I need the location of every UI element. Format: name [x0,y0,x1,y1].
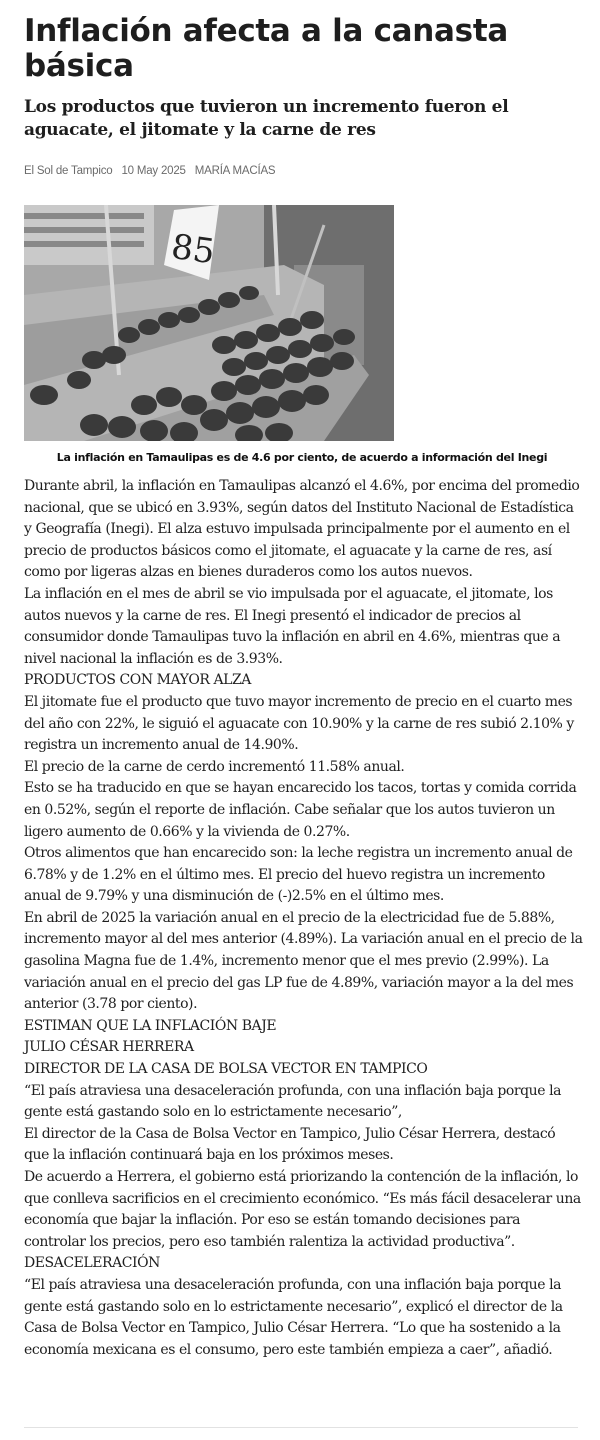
author-name[interactable]: MARÍA MACÍAS [194,165,276,177]
article-body [24,476,584,1361]
interviewee-title: DIRECTOR DE LA CASA DE BOLSA VECTOR EN TAMPICO [24,1061,428,1078]
paragraph: En abril de 2025 la variación anual en el precio de la electricidad fue de 5.88%, incremento mayor al del mes anterior (4.89%). La variación anual en el precio de la gasolina Magna fue de 1.4%, incremento menor que el mes previo (2.99%). La variación anual en el precio del gas LP fue de 4.89%, variación mayor a la del mes anterior (3.78 por ciento). [24,909,583,1013]
avocado-market-photo [24,205,394,441]
article-meta [24,165,281,177]
photo-caption: La inflación en Tamaulipas es de 4.6 por ciento, de acuerdo a información del Inegi [56,451,548,464]
article-title: Inflación afecta a la canasta básica [24,13,508,84]
article-divider [24,1427,578,1428]
article-photo [24,205,394,441]
section-heading: ESTIMAN QUE LA INFLACIÓN BAJE [24,1017,277,1034]
paragraph: El jitomate fue el producto que tuvo mayor incremento de precio en el cuarto mes del año con 22%, le siguió el aguacate con 10.90% y la carne de res subió 2.10% y registra un incremento anual de 14.90%. [24,693,574,754]
interviewee-name: JULIO CÉSAR HERRERA [24,1039,194,1056]
section-heading: DESACELERACIÓN [24,1255,160,1272]
paragraph: De acuerdo a Herrera, el gobierno está priorizando la contención de la inflación, lo que conlleva sacrificios en el crecimiento económico. “Es más fácil desacelerar una economía que bajar la inflación. Por eso se están tomando decisiones para controlar los precios, pero eso también ralentiza la actividad productiva”. [24,1169,581,1250]
paragraph: El director de la Casa de Bolsa Vector en Tampico, Julio César Herrera, destacó que la inflación continuará baja en los próximos meses. [24,1125,556,1164]
paragraph: La inflación en el mes de abril se vio impulsada por el aguacate, el jitomate, los autos nuevos y la carne de res. El Inegi presentó el indicador de precios al consumidor donde Tamaulipas tuvo la inflación en abril en 4.6%, mientras que a nivel nacional la inflación es de 3.93%. [24,585,561,667]
paragraph: “El país atraviesa una desaceleración profunda, con una inflación baja porque la gente está gastando solo en lo estrictamente necesario”, [24,1082,561,1121]
paragraph: “El país atraviesa una desaceleración profunda, con una inflación baja porque la gente está gastando solo en lo estrictamente necesario”, explicó el director de la Casa de Bolsa Vector en Tampico, Julio César Herrera. “Lo que ha sostenido a la economía mexicana es el consumo, pero este también empieza a caer”, añadió. [24,1276,563,1358]
source-name[interactable]: El Sol de Tampico [24,165,113,177]
section-heading: PRODUCTOS CON MAYOR ALZA [24,672,251,689]
paragraph: El precio de la carne de cerdo incrementó 11.58% anual. [24,758,405,775]
paragraph: Otros alimentos que han encarecido son: la leche registra un incremento anual de 6.78% y de 1.2% en el último mes. El precio del huevo registra un incremento anual de 9.79% y una disminución de (-)2.5% en el último mes. [24,845,573,905]
article-subtitle: Los productos que tuvieron un incremento fueron el aguacate, el jitomate y la carne de res [24,97,509,140]
price-sign-text: 85 [168,226,218,273]
publish-date: 10 May 2025 [121,165,186,177]
paragraph: Esto se ha traducido en que se hayan encarecido los tacos, tortas y comida corrida en 0.52%, según el reporte de inflación. Cabe señalar que los autos tuvieron un ligero aumento de 0.66% y la vivienda de 0.27%. [24,780,577,840]
paragraph: Durante abril, la inflación en Tamaulipas alcanzó el 4.6%, por encima del promedio nacional, que se ubicó en 3.93%, según datos del Instituto Nacional de Estadística y Geografía (Inegi). El alza estuvo impulsada principalmente por el aumento en el precio de productos básicos como el jitomate, el aguacate y la carne de res, así como por ligeras alzas en bienes duraderos como los autos nuevos. [24,478,580,581]
